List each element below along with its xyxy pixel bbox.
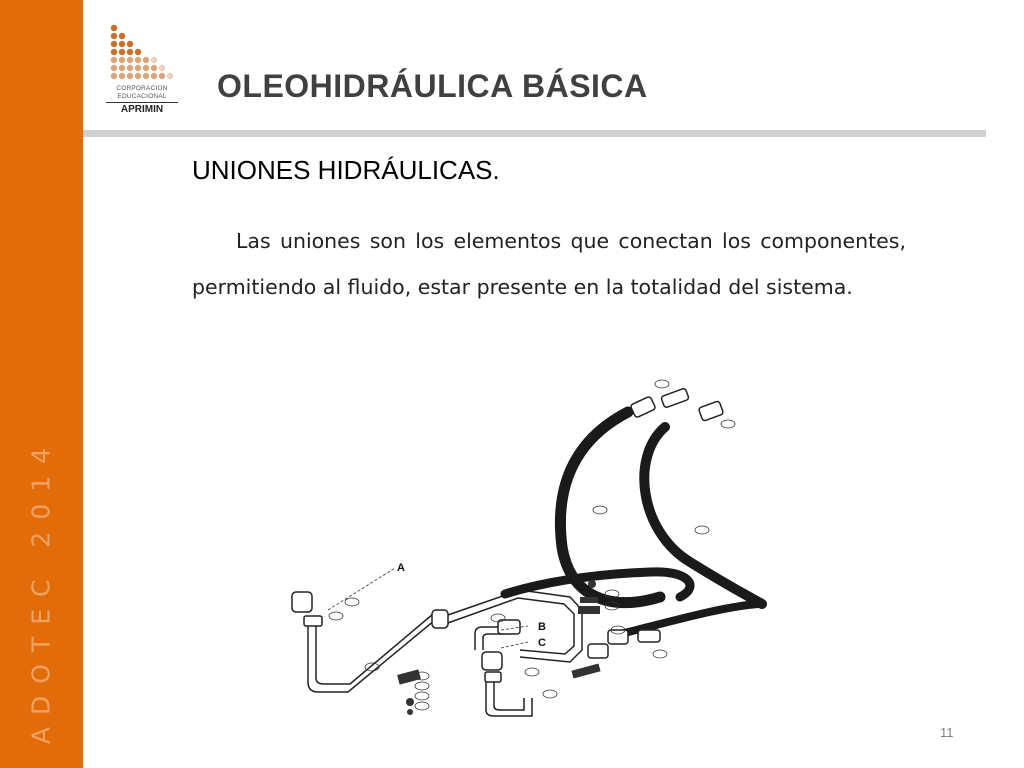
logo-text-line1: CORPORACION	[116, 85, 168, 92]
logo-brand: APRIMIN	[106, 102, 178, 115]
figure-label-b: B	[538, 621, 546, 633]
slide-title: OLEOHIDRÁULICA BÁSICA	[217, 68, 648, 104]
logo-text-line2: EDUCACIONAL	[117, 93, 167, 100]
section-heading: UNIONES HIDRÁULICAS.	[192, 155, 500, 185]
title-divider	[83, 130, 986, 137]
logo	[106, 22, 176, 120]
body-paragraph: Las uniones son los elementos que conectan los componentes, permitiendo al fluido, estar presente en la totalidad del sistema.	[192, 229, 906, 299]
logo-mark	[106, 22, 178, 84]
page-number: 11	[940, 725, 954, 740]
sidebar-band	[0, 0, 83, 768]
figure-label-c: C	[538, 637, 546, 649]
figure-label-a: A	[397, 562, 405, 574]
sidebar-vertical-text: ADOTEC 2014	[26, 435, 56, 745]
hydraulic-connections-illustration	[270, 372, 780, 720]
